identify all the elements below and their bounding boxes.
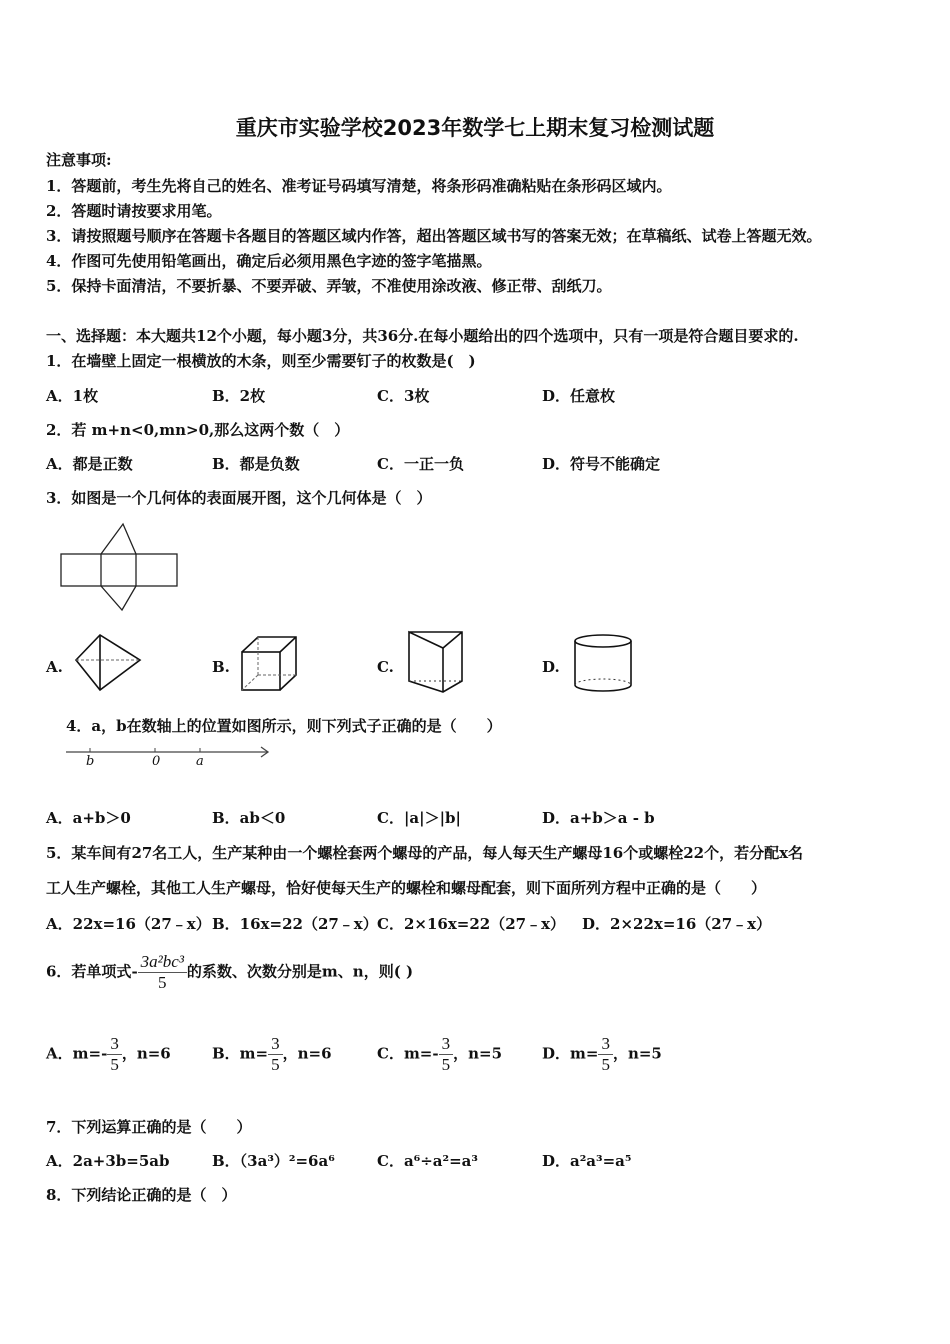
tetrahedron-figure[interactable] <box>70 632 145 694</box>
note-item: 1．答题前，考生先将自己的姓名、准考证号码填写清楚，将条形码准确粘贴在条形码区域内。 <box>46 177 672 195</box>
q5-option-b[interactable]: B．16x=22（27﹣x） <box>212 915 378 933</box>
fraction-denominator: 5 <box>138 972 187 993</box>
question-2-stem: 2．若 m+n<0,mn>0,那么这两个数（ ） <box>46 421 350 439</box>
q3-option-c[interactable]: C. <box>377 658 394 676</box>
q5-option-c[interactable]: C．2×16x=22（27﹣x） <box>377 915 566 933</box>
q6-option-b[interactable] <box>212 1034 332 1075</box>
monomial-fraction <box>138 952 187 993</box>
notes-header: 注意事项: <box>46 151 112 169</box>
q1-option-b[interactable]: B．2枚 <box>212 387 266 405</box>
q5-option-d[interactable]: D．2×22x=16（27﹣x） <box>582 915 772 933</box>
q2-option-a[interactable]: A．都是正数 <box>46 455 133 473</box>
question-1-stem: 1．在墙壁上固定一根横放的木条，则至少需要钉子的枚数是( ) <box>46 352 476 370</box>
question-7-stem: 7．下列运算正确的是（ ） <box>46 1118 252 1136</box>
q3-option-a[interactable]: A. <box>46 658 63 676</box>
question-8-stem: 8．下列结论正确的是（ ） <box>46 1186 237 1204</box>
q2-option-d[interactable]: D．符号不能确定 <box>542 455 661 473</box>
numerator: 3 <box>601 1034 610 1053</box>
option-text: ，n=6 <box>282 1044 332 1063</box>
note-item: 4．作图可先使用铅笔画出，确定后必须用黑色字迹的签字笔描黑。 <box>46 252 492 270</box>
question-6-stem <box>46 952 413 993</box>
q5-option-a[interactable]: A．22x=16（27﹣x） <box>46 915 211 933</box>
fraction <box>107 1034 122 1075</box>
fraction <box>439 1034 454 1075</box>
question-5-stem-cont: 工人生产螺栓，其他工人生产螺母，恰好使每天生产的螺栓和螺母配套，则下面所列方程中正确的是（ ） <box>46 879 767 897</box>
section-header: 一、选择题：本大题共12个小题，每小题3分，共36分.在每小题给出的四个选项中，只有一项是符合题目要求的. <box>46 327 799 345</box>
option-text: D．m= <box>542 1044 599 1063</box>
cylinder-figure[interactable] <box>570 632 636 694</box>
q1-option-c[interactable]: C．3枚 <box>377 387 430 405</box>
number-line <box>64 744 274 774</box>
note-item: 3．请按照题号顺序在答题卡各题目的答题区域内作答，超出答题区域书写的答案无效；在草稿纸、试卷上答题无效。 <box>46 227 822 245</box>
denominator: 5 <box>268 1054 283 1075</box>
page-title: 重庆市实验学校2023年数学七上期末复习检测试题 <box>235 116 715 140</box>
q4-option-a[interactable]: A．a+b＞0 <box>46 809 131 827</box>
q3-option-d[interactable]: D. <box>542 658 560 676</box>
q4-option-d[interactable]: D．a+b＞a - b <box>542 809 655 827</box>
q2-option-c[interactable]: C．一正一负 <box>377 455 464 473</box>
q1-option-a[interactable]: A．1枚 <box>46 387 99 405</box>
fraction-numerator: 3a²bc³ <box>140 952 184 971</box>
option-text: ，n=5 <box>453 1044 503 1063</box>
numerator: 3 <box>441 1034 451 1053</box>
fraction <box>598 1034 613 1075</box>
triangular-prism-figure[interactable] <box>405 628 470 696</box>
q3-option-b[interactable]: B. <box>212 658 230 676</box>
numerator: 3 <box>110 1034 119 1053</box>
question-4-stem: 4．a，b在数轴上的位置如图所示，则下列式子正确的是（ ） <box>66 717 502 735</box>
q4-option-c[interactable]: C．|a|＞|b| <box>377 809 461 827</box>
axis-label-b: b <box>86 754 95 769</box>
question-5-stem: 5．某车间有27名工人，生产某种由一个螺栓套两个螺母的产品，每人每天生产螺母16个或螺栓22个，若分配x名 <box>46 844 804 862</box>
axis-label-0: 0 <box>152 754 161 769</box>
note-item: 2．答题时请按要求用笔。 <box>46 202 222 220</box>
q2-option-b[interactable]: B．都是负数 <box>212 455 300 473</box>
q1-option-d[interactable]: D．任意枚 <box>542 387 616 405</box>
q6-option-a[interactable] <box>46 1034 171 1075</box>
q6-stem-post: 的系数、次数分别是m、n，则( ) <box>186 962 414 981</box>
q7-option-d[interactable]: D．a²a³=a⁵ <box>542 1152 632 1170</box>
q6-stem-pre: 6．若单项式- <box>46 962 138 981</box>
question-3-stem: 3．如图是一个几何体的表面展开图，这个几何体是（ ） <box>46 489 432 507</box>
q7-option-a[interactable]: A．2a+3b=5ab <box>46 1152 170 1170</box>
denominator: 5 <box>107 1054 122 1075</box>
net-diagram <box>55 520 185 615</box>
denominator: 5 <box>598 1054 613 1075</box>
option-text: C．m=- <box>377 1044 439 1063</box>
denominator: 5 <box>439 1054 454 1075</box>
q6-option-d[interactable] <box>542 1034 662 1075</box>
q7-option-b[interactable]: B．（3a³）²=6a⁶ <box>212 1152 335 1170</box>
cube-figure[interactable] <box>238 632 310 694</box>
q4-option-b[interactable]: B．ab＜0 <box>212 809 286 827</box>
option-text: A．m=- <box>46 1044 108 1063</box>
fraction <box>268 1034 283 1075</box>
axis-label-a: a <box>196 754 204 769</box>
q6-option-c[interactable] <box>377 1034 502 1075</box>
option-text: ，n=6 <box>121 1044 171 1063</box>
numerator: 3 <box>271 1034 280 1053</box>
option-text: ，n=5 <box>612 1044 662 1063</box>
q7-option-c[interactable]: C．a⁶÷a²=a³ <box>377 1152 478 1170</box>
option-text: B．m= <box>212 1044 269 1063</box>
note-item: 5．保持卡面清洁，不要折暴、不要弄破、弄皱，不准使用涂改液、修正带、刮纸刀。 <box>46 277 612 295</box>
